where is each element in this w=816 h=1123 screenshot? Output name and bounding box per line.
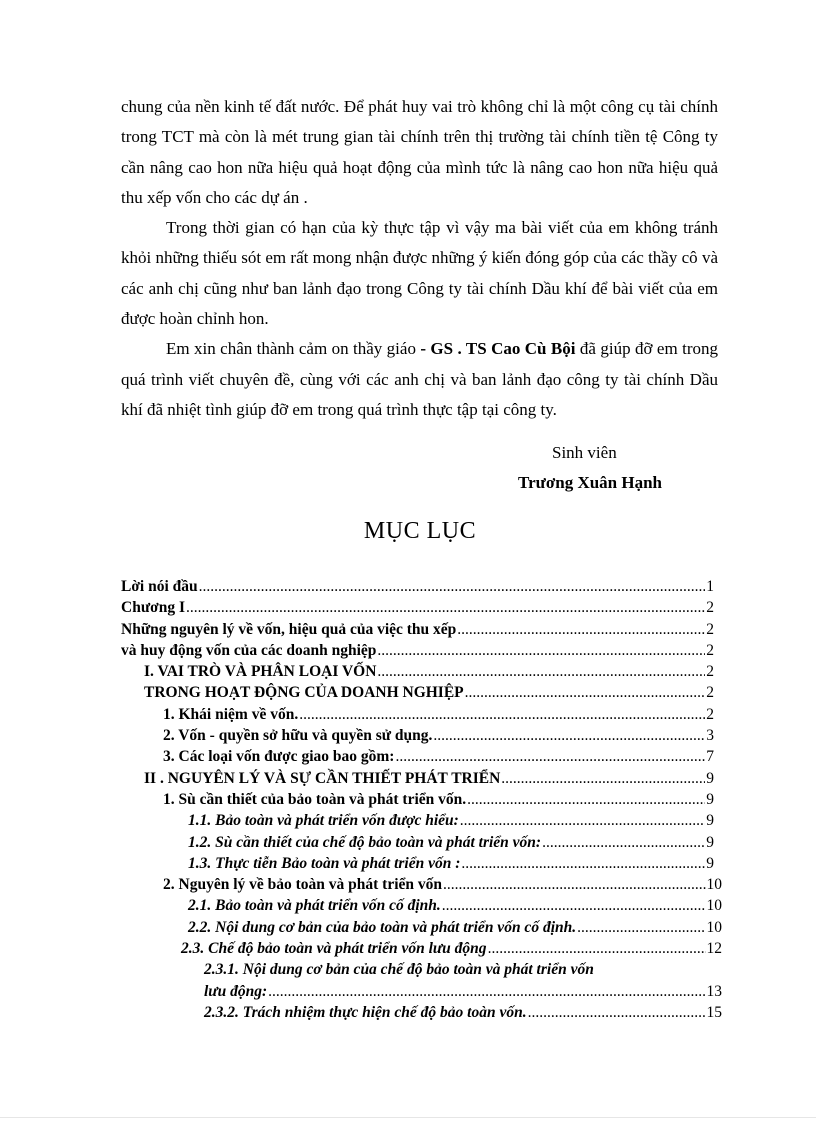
- signature-role: Sinh viên: [552, 443, 617, 462]
- paragraph-2: Trong thời gian có hạn của kỳ thực tập vì vậy ma bài viết của em không tránh khỏi những thiếu sót em rất mong nhận được những ý kiến đóng góp của các thầy cô và các anh chị cũng như ban lảnh đạo trong Công ty tài chính Dầu khí để bài viết của em được hoàn chỉnh hon.: [121, 218, 718, 329]
- toc-entry-page: 2: [706, 599, 714, 617]
- toc-entry-title: 1. Sù cần thiết của bảo toàn và phát triển vốn.: [163, 790, 467, 808]
- toc-entry-page: 9: [706, 769, 714, 787]
- toc-entry[interactable]: [0, 597, 816, 618]
- toc-entry-title: II . NGUYÊN LÝ VÀ SỰ CẦN THIẾT PHÁT TRIỂN: [144, 769, 501, 787]
- toc-entry[interactable]: [0, 938, 816, 959]
- toc-entry[interactable]: [0, 682, 816, 703]
- paragraph-3-text-a: Em xin chân thành cảm on thầy giáo: [166, 339, 421, 359]
- toc-entry-title: TRONG HOẠT ĐỘNG CỦA DOANH NGHIỆP: [144, 684, 464, 702]
- body-text: [121, 92, 718, 425]
- toc-entry-title: 2.2. Nội dung cơ bản của bảo toàn và phát triển vốn cố định.: [188, 918, 577, 936]
- toc-entry[interactable]: [0, 832, 816, 853]
- toc-entry-title: 1.1. Bảo toàn và phát triển vốn được hiểu:: [188, 812, 459, 830]
- toc-entry-title: I. VAI TRÒ VÀ PHÂN LOẠI VỐN: [144, 663, 377, 681]
- toc-entry-page: 13: [706, 982, 722, 1000]
- toc-entry-page: 10: [706, 897, 722, 915]
- toc-entry[interactable]: [0, 789, 816, 810]
- toc-entry-title: Chương I: [121, 599, 185, 617]
- toc-entry-page: 9: [706, 833, 714, 851]
- toc-title: MỤC LỤC: [363, 518, 477, 544]
- paragraph-3: [121, 334, 718, 425]
- toc-entry-page: 15: [706, 1003, 722, 1021]
- page-bottom-divider: [0, 1117, 816, 1118]
- toc-entry-page: 10: [706, 918, 722, 936]
- toc-entry-page: 2: [706, 663, 714, 681]
- toc-entry-title: Lời nói đầu: [121, 578, 198, 595]
- toc-entry-title: 3. Các loại vốn được giao bao gồm:: [163, 748, 395, 766]
- signature-name: Trương Xuân Hạnh: [518, 473, 663, 492]
- toc-entry-title: 2.3.2. Trách nhiệm thực hiện chế độ bảo toàn vốn.: [204, 1003, 527, 1021]
- toc-entry-title: 1.2. Sù cần thiết của chế độ bảo toàn và phát triển vốn:: [188, 833, 542, 851]
- toc-entry[interactable]: [0, 725, 816, 746]
- advisor-name: - GS . TS Cao Cù Bội: [420, 339, 576, 359]
- toc-entry[interactable]: [0, 661, 816, 682]
- toc-entry[interactable]: [0, 576, 816, 597]
- table-of-contents: [0, 576, 816, 1023]
- toc-entry-page: 10: [706, 876, 722, 894]
- toc-entry-title: Những nguyên lý về vốn, hiệu quả của việc thu xếp: [121, 620, 457, 638]
- toc-entry-page: 2: [706, 641, 714, 659]
- signature-block: [518, 438, 662, 498]
- paragraph-1: chung của nền kinh tế đất nước. Để phát huy vai trò không chỉ là một công cụ tài chính trong TCT mà còn là mét trung gian tài chính trên thị trường tài chính tiền tệ Công ty cần nâng cao hon nữa hiệu quả hoạt động của mình tức là nâng cao hon nữa hiệu quả thu xếp vốn cho các dự án .: [121, 97, 718, 207]
- toc-entry[interactable]: [0, 640, 816, 661]
- toc-entry[interactable]: [0, 704, 816, 725]
- toc-entry-page: 2: [706, 705, 714, 723]
- toc-entry-title: 2. Vốn - quyền sở hữu và quyền sử dụng.: [163, 727, 433, 745]
- toc-entry[interactable]: [0, 981, 816, 1002]
- toc-entry[interactable]: [0, 959, 816, 980]
- paragraph-3-text-b: đã giúp đỡ em trong quá trình viết chuyên đề, cùng với các anh chị và ban lảnh đạo công ty tài chính Dầu khí đã nhiệt tình giúp đỡ em trong quá trình thực tập tại công ty.: [121, 339, 718, 419]
- toc-entry-title: 1.3. Thực tiễn Bảo toàn và phát triển vốn :: [188, 854, 461, 872]
- toc-entry-title: và huy động vốn của các doanh nghiệp: [121, 641, 377, 659]
- toc-entry[interactable]: [0, 768, 816, 789]
- toc-entry-page: 3: [706, 727, 714, 745]
- toc-entry-page: 2: [706, 684, 714, 702]
- toc-entry[interactable]: [0, 917, 816, 938]
- toc-entry-title: 1. Khái niệm về vốn.: [163, 705, 299, 723]
- toc-entry[interactable]: [0, 853, 816, 874]
- toc-entry-page: 12: [706, 940, 722, 958]
- toc-entry-title: 2. Nguyên lý về bảo toàn và phát triển vốn: [163, 876, 443, 894]
- toc-entry[interactable]: [0, 619, 816, 640]
- toc-entry[interactable]: [0, 895, 816, 916]
- toc-entry[interactable]: [0, 874, 816, 895]
- toc-entry-title: 2.1. Bảo toàn và phát triển vốn cố định.: [188, 897, 441, 915]
- toc-entry[interactable]: [0, 746, 816, 767]
- toc-entry[interactable]: [0, 810, 816, 831]
- toc-entry-title: lưu động:: [204, 982, 268, 1000]
- toc-entry-page: 1: [706, 578, 714, 595]
- toc-entry-page: 9: [706, 812, 714, 830]
- toc-entry-page: 9: [706, 854, 714, 872]
- toc-entry-page: 9: [706, 790, 714, 808]
- toc-entry-page: 2: [706, 620, 714, 638]
- toc-entry-title: 2.3. Chế độ bảo toàn và phát triển vốn lưu động: [181, 940, 487, 958]
- toc-entry-title: 2.3.1. Nội dung cơ bản của chế độ bảo toàn và phát triển vốn: [204, 961, 594, 979]
- toc-entry[interactable]: [0, 1002, 816, 1023]
- toc-entry-page: 7: [706, 748, 714, 766]
